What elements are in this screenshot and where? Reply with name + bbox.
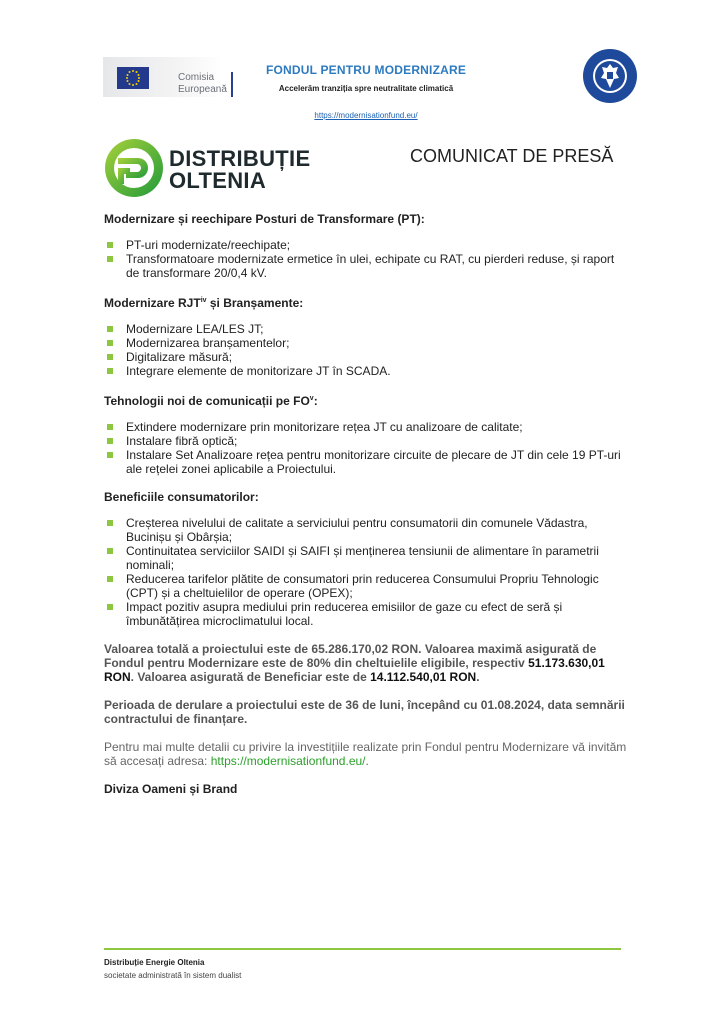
list-item: Continuitatea serviciilor SAIDI și SAIFI și menținerea tensiunii de alimentare în parametrii nominali; [104,544,628,572]
document-body [104,212,628,796]
footnote-ref: v [309,395,314,402]
section-heading [104,392,628,408]
bullet-list [104,516,628,628]
period-paragraph: Perioada de derulare a proiectului este de 36 de luni, începând cu 01.08.2024, data semnării contractului de finanțare. [104,698,625,726]
section-heading: Beneficiile consumatorilor: [104,490,259,504]
heading-text: Tehnologii noi de comunicații pe FO [104,394,310,408]
list-item: Extindere modernizare prin monitorizare rețea JT cu analizoare de calitate; [104,420,628,434]
list-item: Digitalizare măsură; [104,350,628,364]
modernisation-fund-link[interactable]: https://modernisationfund.eu/ [210,754,366,768]
eu-flag-icon [117,67,149,89]
fund-subtitle: Accelerăm tranziția spre neutralitate climatică [278,84,454,93]
bullet-list [104,420,628,476]
beneficiary-amount: 14.112.540,01 RON [370,670,477,684]
list-item: PT-uri modernizate/reechipate; [104,238,628,252]
value-text: Valoarea totală a proiectului este de 65.286.170,02 RON. Valoarea maximă asigurată de Fondul pentru Modernizare este de 80% din cheltuielile eligibile, respectiv [104,642,597,670]
details-text: Pentru mai multe detalii cu privire la investițiile realizate prin Fondul pentru Modernizare vă invităm să accesați adresa: [104,740,627,768]
value-text: . [476,670,480,684]
section-heading: Modernizare și reechipare Posturi de Transformare (PT): [104,212,425,226]
do-logo-mark-icon [104,138,164,198]
heading-text: Modernizare RJT [104,296,201,310]
european-commission-logo [103,57,238,97]
ec-text-line1: Comisia [178,72,215,83]
section-heading [104,294,628,310]
bullet-list [104,238,628,280]
signature: Diviza Oameni și Brand [104,782,238,796]
fund-amount: 51.173.630,01 RON [104,656,605,684]
government-seal-logo [582,48,638,104]
footer-company-name: Distribuție Energie Oltenia [104,958,205,967]
value-text: . Valoarea asigurată de Beneficiar este de [130,670,371,684]
ec-logo-text [178,72,227,96]
list-item: Transformatoare modernizate ermetice în ulei, echipate cu RAT, cu pierderi reduse, și raport de transformare 20/0,4 kV. [104,252,628,280]
do-logo-line2: OLTENIA [169,168,267,193]
heading-text: și Branșamente: [206,296,304,310]
footer-divider [104,948,621,950]
list-item: Integrare elemente de monitorizare JT în SCADA. [104,364,628,378]
details-paragraph [104,740,628,768]
ec-text-line2: Europeană [178,84,227,95]
list-item: Instalare fibră optică; [104,434,628,448]
distributie-oltenia-logo [104,138,324,198]
do-logo-line1: DISTRIBUȚIE [169,146,311,171]
value-paragraph [104,642,628,684]
do-logo-text [169,148,310,192]
fund-title: FONDUL PENTRU MODERNIZARE [265,63,467,77]
details-text: . [365,754,369,768]
footer-company-subtitle: societate administrată în sistem dualist [104,971,242,980]
list-item: Impact pozitiv asupra mediului prin reducerea emisiilor de gaze cu efect de seră și îmbunătățirea microclimatului local. [104,600,628,628]
press-release-title: COMUNICAT DE PRESĂ [410,146,614,166]
footnote-ref: iv [200,297,207,304]
list-item: Modernizarea branșamentelor; [104,336,628,350]
list-item: Modernizare LEA/LES JT; [104,322,628,336]
list-item: Reducerea tarifelor plătite de consumatori prin reducerea Consumului Propriu Tehnologic (CPT) și a cheltuielilor de operare (OPEX); [104,572,628,600]
list-item: Instalare Set Analizoare rețea pentru monitorizare circuite de plecare de JT din cele 19 PT-uri ale rețelei zonei aplicabile a Proiectului. [104,448,628,476]
list-item: Creșterea nivelului de calitate a serviciului pentru consumatorii din comunele Vădastra, Bucinișu și Obârșia; [104,516,628,544]
bullet-list [104,322,628,378]
heading-text: : [313,394,318,408]
ec-divider [231,72,233,97]
fund-url-link[interactable]: https://modernisationfund.eu/ [314,111,418,120]
